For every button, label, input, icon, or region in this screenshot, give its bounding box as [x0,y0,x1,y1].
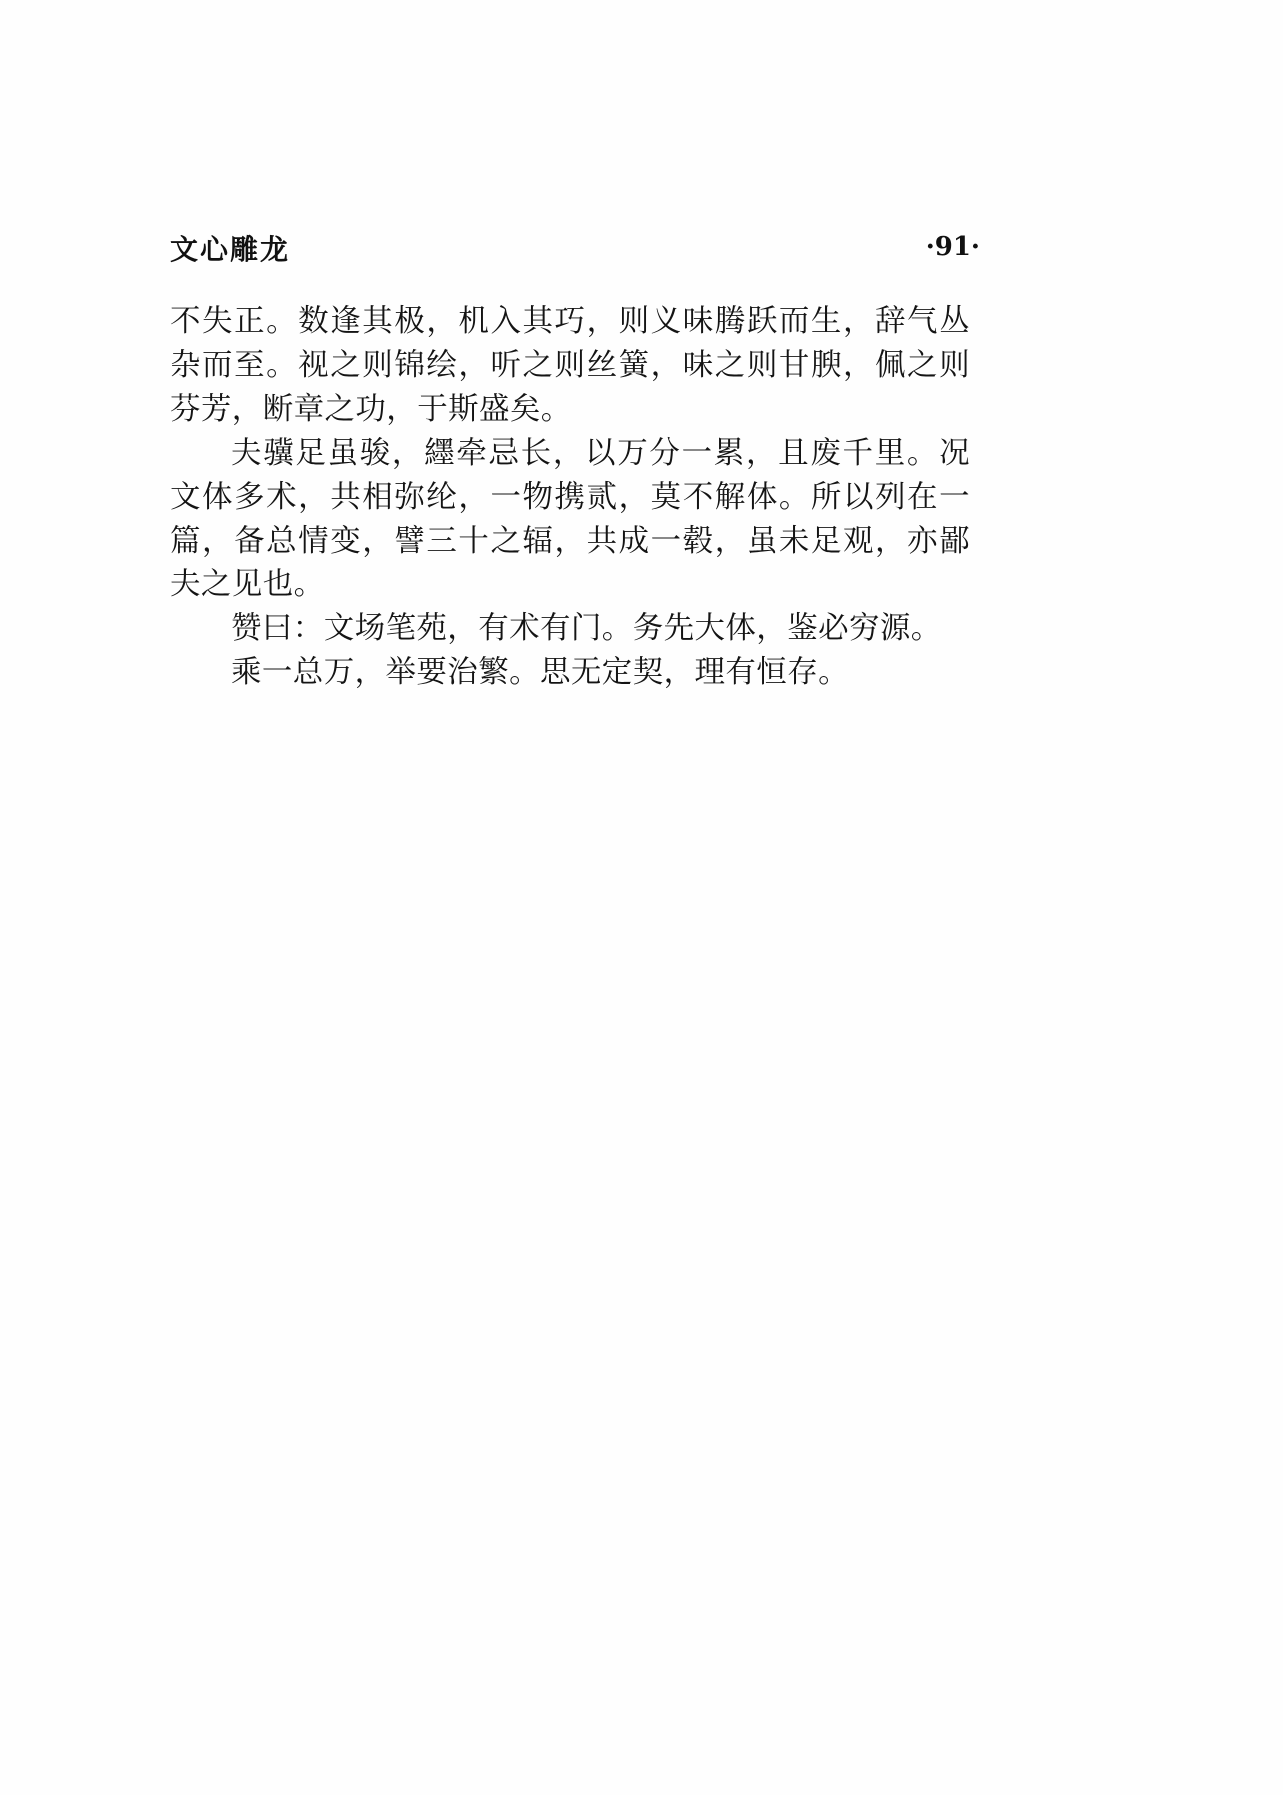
running-title: 文心雕龙 [170,233,291,266]
body-text [170,300,970,695]
page-number: ·91· [925,232,980,262]
paragraph-4: 乘一总万，举要治繁。思无定契，理有恒存。 [231,655,849,691]
paragraph-2: 夫骥足虽骏，纆牵忌长，以万分一累，且废千里。况文体多术，共相弥纶，一物携贰，莫不解体。所以列在一篇，备总情变，譬三十之辐，共成一毂，虽未足观，亦鄙夫之见也。 [170,435,970,603]
paragraph-1: 不失正。数逢其极，机入其巧，则义味腾跃而生，辞气丛杂而至。视之则锦绘，听之则丝簧，味之则甘腴，佩之则芬芳，断章之功，于斯盛矣。 [170,304,970,427]
paragraph-3: 赞曰：文场笔苑，有术有门。务先大体，鉴必穷源。 [231,611,942,647]
page-header [170,228,980,272]
